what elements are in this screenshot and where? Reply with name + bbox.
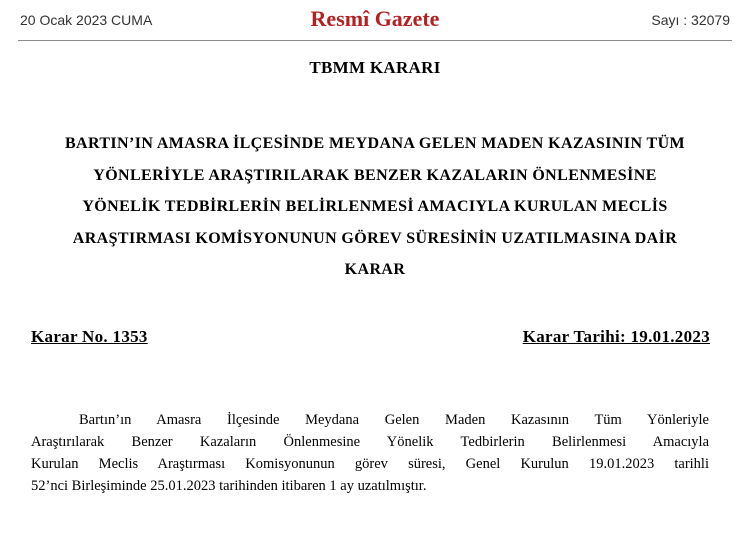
body-line: Kurulan Meclis Araştırması Komisyonunun görev süresi, Genel Kurulun 19.01.2023 tarihli: [31, 456, 709, 472]
publication-date: 20 Ocak 2023 CUMA: [20, 12, 153, 28]
body-line: 52’nci Birleşiminde 25.01.2023 tarihinden itibaren 1 ay uzatılmıştır.: [31, 478, 427, 494]
section-title: TBMM KARARI: [309, 58, 441, 77]
document-title: [24, 128, 726, 286]
decision-number: Karar No. 1353: [31, 327, 148, 346]
decision-date: Karar Tarihi: 19.01.2023: [522, 327, 710, 346]
gazette-name: Resmî Gazete: [310, 6, 440, 31]
title-line: KARAR: [344, 261, 406, 278]
title-line: BARTIN’IN AMASRA İLÇESİNDE MEYDANA GELEN MADEN KAZASININ TÜM: [64, 135, 686, 152]
title-line: ARAŞTIRMASI KOMİSYONUNUN GÖREV SÜRESİNİN UZATILMASINA DAİR: [72, 229, 678, 247]
issue-number: Sayı : 32079: [651, 12, 730, 28]
body-line: Bartın’ın Amasra İlçesinde Meydana Gelen Maden Kazasının Tüm Yönleriyle: [79, 412, 709, 428]
title-line: YÖNLERİYLE ARAŞTIRILARAK BENZER KAZALARIN ÖNLENMESİNE: [93, 166, 657, 184]
body-line: Araştırılarak Benzer Kazaların Önlenmesine Yönelik Tedbirlerin Belirlenmesi Amacıyla: [31, 434, 709, 450]
decision-body: [31, 409, 709, 497]
title-line: YÖNELİK TEDBİRLERİN BELİRLENMESİ AMACIYLA KURULAN MECLİS: [82, 198, 668, 215]
gazette-header: [18, 0, 732, 41]
